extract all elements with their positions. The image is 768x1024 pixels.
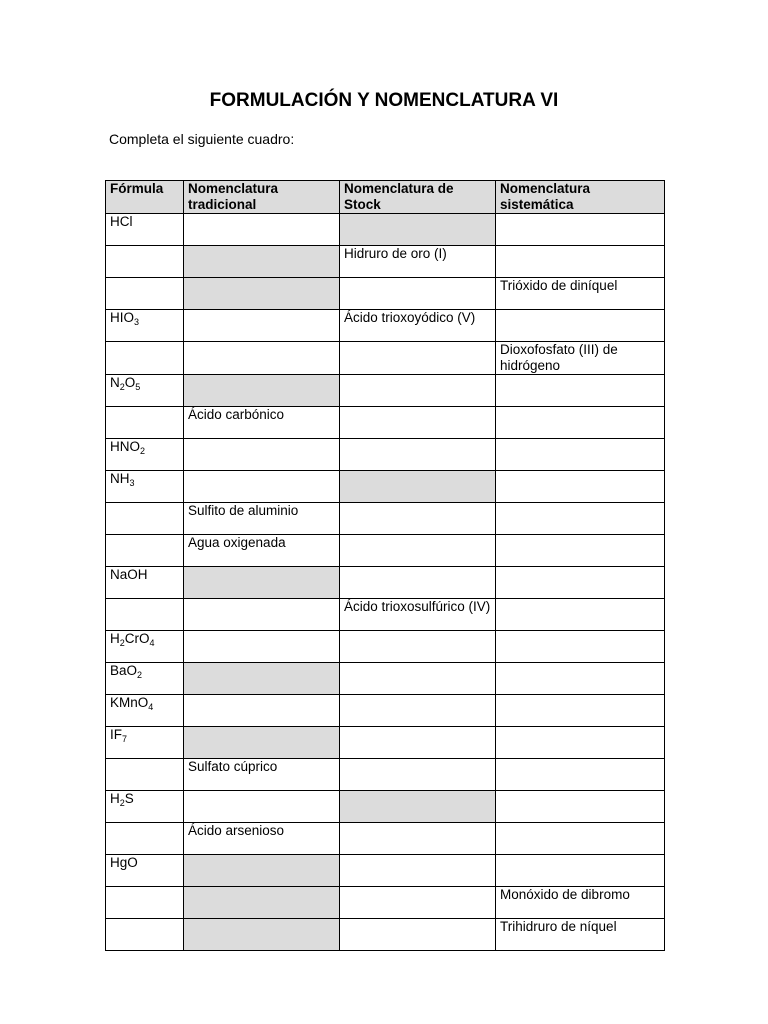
- table-row: [106, 919, 665, 951]
- cell-stock[interactable]: [340, 887, 496, 919]
- cell-tradicional[interactable]: [184, 919, 340, 951]
- formula-text: NaOH: [110, 567, 148, 582]
- cell-stock[interactable]: [340, 919, 496, 951]
- formula-text: CrO: [124, 631, 150, 646]
- cell-sistematica[interactable]: [496, 855, 665, 887]
- formula-subscript: 2: [119, 638, 125, 648]
- table-row: [106, 663, 665, 695]
- formula-text: HCl: [110, 214, 133, 229]
- table-row: [106, 310, 665, 342]
- cell-sistematica[interactable]: [496, 503, 665, 535]
- table-row: [106, 439, 665, 471]
- cell-sistematica[interactable]: [496, 567, 665, 599]
- cell-formula[interactable]: [106, 855, 184, 887]
- cell-sistematica[interactable]: [496, 310, 665, 342]
- cell-stock[interactable]: [340, 503, 496, 535]
- formula-text: NH: [110, 471, 130, 486]
- cell-stock[interactable]: [340, 214, 496, 246]
- table-row: [106, 823, 665, 855]
- cell-sistematica[interactable]: [496, 439, 665, 471]
- cell-stock[interactable]: [340, 407, 496, 439]
- formula-subscript: 4: [148, 702, 154, 712]
- table-row: [106, 375, 665, 407]
- table-row: [106, 342, 665, 375]
- cell-tradicional[interactable]: [184, 567, 340, 599]
- table-row: [106, 407, 665, 439]
- table-row: [106, 599, 665, 631]
- table-row: [106, 887, 665, 919]
- cell-sistematica[interactable]: Dioxofosfato (III) de hidrógeno: [496, 342, 665, 375]
- cell-stock[interactable]: [340, 695, 496, 727]
- cell-formula[interactable]: [106, 919, 184, 951]
- instruction-text: Completa el siguiente cuadro:: [109, 131, 295, 147]
- cell-tradicional[interactable]: Ácido carbónico: [184, 407, 340, 439]
- cell-formula[interactable]: [106, 791, 184, 823]
- cell-sistematica[interactable]: [496, 214, 665, 246]
- table-row: [106, 503, 665, 535]
- formula-text: S: [124, 791, 134, 806]
- cell-formula[interactable]: [106, 439, 184, 471]
- cell-stock[interactable]: [340, 663, 496, 695]
- cell-sistematica[interactable]: [496, 759, 665, 791]
- cell-stock[interactable]: [340, 791, 496, 823]
- header-sistematica: Nomenclatura sistemática: [496, 181, 665, 214]
- formula-text: KMnO: [110, 695, 149, 710]
- cell-formula[interactable]: [106, 727, 184, 759]
- cell-formula[interactable]: [106, 759, 184, 791]
- cell-stock[interactable]: Ácido trioxoyódico (V): [340, 310, 496, 342]
- cell-stock[interactable]: [340, 375, 496, 407]
- cell-tradicional[interactable]: [184, 887, 340, 919]
- formula-text: O: [124, 375, 136, 390]
- cell-formula[interactable]: [106, 278, 184, 310]
- table-row: [106, 246, 665, 278]
- page-title: FORMULACIÓN Y NOMENCLATURA VI: [209, 90, 559, 111]
- cell-sistematica[interactable]: [496, 535, 665, 567]
- nomenclature-table: [105, 180, 665, 951]
- formula-text: HgO: [110, 855, 138, 870]
- cell-tradicional[interactable]: [184, 855, 340, 887]
- cell-stock[interactable]: [340, 567, 496, 599]
- cell-stock[interactable]: Ácido trioxosulfúrico (IV): [340, 599, 496, 631]
- formula-text: H: [110, 631, 120, 646]
- formula-text: N: [110, 375, 120, 390]
- formula-subscript: 2: [119, 382, 125, 392]
- cell-tradicional[interactable]: Ácido arsenioso: [184, 823, 340, 855]
- cell-sistematica[interactable]: [496, 631, 665, 663]
- cell-tradicional[interactable]: [184, 375, 340, 407]
- formula-subscript: 2: [140, 446, 146, 456]
- cell-sistematica[interactable]: [496, 695, 665, 727]
- cell-formula[interactable]: [106, 310, 184, 342]
- cell-formula[interactable]: [106, 695, 184, 727]
- cell-sistematica[interactable]: [496, 375, 665, 407]
- table-header-row: [106, 181, 665, 214]
- cell-tradicional[interactable]: [184, 631, 340, 663]
- header-tradicional: Nomenclatura tradicional: [184, 181, 340, 214]
- cell-formula[interactable]: [106, 631, 184, 663]
- cell-stock[interactable]: [340, 342, 496, 375]
- table-row: [106, 471, 665, 503]
- cell-sistematica[interactable]: [496, 246, 665, 278]
- cell-sistematica[interactable]: [496, 471, 665, 503]
- formula-text: BaO: [110, 663, 138, 678]
- cell-stock[interactable]: [340, 439, 496, 471]
- cell-formula[interactable]: [106, 887, 184, 919]
- cell-tradicional[interactable]: [184, 599, 340, 631]
- cell-tradicional[interactable]: [184, 246, 340, 278]
- cell-tradicional[interactable]: Agua oxigenada: [184, 535, 340, 567]
- cell-formula[interactable]: [106, 663, 184, 695]
- cell-formula[interactable]: [106, 471, 184, 503]
- cell-stock[interactable]: [340, 631, 496, 663]
- cell-tradicional[interactable]: [184, 791, 340, 823]
- table-row: [106, 791, 665, 823]
- formula-subscript: 3: [129, 478, 135, 488]
- cell-tradicional[interactable]: [184, 471, 340, 503]
- cell-tradicional[interactable]: Sulfato cúprico: [184, 759, 340, 791]
- table-body: [106, 214, 665, 951]
- table-row: [106, 855, 665, 887]
- cell-sistematica[interactable]: [496, 407, 665, 439]
- cell-tradicional[interactable]: [184, 695, 340, 727]
- formula-text: HNO: [110, 439, 140, 454]
- cell-tradicional[interactable]: [184, 439, 340, 471]
- cell-formula[interactable]: [106, 567, 184, 599]
- cell-tradicional[interactable]: [184, 342, 340, 375]
- header-formula: Fórmula: [106, 181, 184, 214]
- cell-tradicional[interactable]: Sulfito de aluminio: [184, 503, 340, 535]
- cell-stock[interactable]: [340, 759, 496, 791]
- cell-tradicional[interactable]: [184, 278, 340, 310]
- cell-formula[interactable]: [106, 246, 184, 278]
- cell-stock[interactable]: [340, 471, 496, 503]
- cell-stock[interactable]: [340, 535, 496, 567]
- cell-formula[interactable]: [106, 599, 184, 631]
- cell-stock[interactable]: Hidruro de oro (I): [340, 246, 496, 278]
- cell-formula[interactable]: [106, 214, 184, 246]
- table-row: [106, 759, 665, 791]
- table-row: [106, 567, 665, 599]
- cell-sistematica[interactable]: [496, 727, 665, 759]
- cell-sistematica[interactable]: Trihidruro de níquel: [496, 919, 665, 951]
- cell-tradicional[interactable]: [184, 663, 340, 695]
- cell-sistematica[interactable]: [496, 599, 665, 631]
- cell-tradicional[interactable]: [184, 727, 340, 759]
- table-row: [106, 631, 665, 663]
- cell-sistematica[interactable]: [496, 663, 665, 695]
- cell-stock[interactable]: [340, 823, 496, 855]
- cell-stock[interactable]: [340, 727, 496, 759]
- formula-subscript: 3: [134, 317, 140, 327]
- formula-text: HIO: [110, 310, 135, 325]
- cell-sistematica[interactable]: [496, 791, 665, 823]
- formula-subscript: 2: [119, 798, 125, 808]
- cell-sistematica[interactable]: [496, 823, 665, 855]
- formula-subscript: 2: [137, 670, 143, 680]
- cell-formula[interactable]: [106, 535, 184, 567]
- cell-stock[interactable]: [340, 278, 496, 310]
- formula-text: IF: [110, 727, 122, 742]
- cell-tradicional[interactable]: [184, 310, 340, 342]
- table-row: [106, 695, 665, 727]
- table-row: [106, 214, 665, 246]
- cell-formula[interactable]: [106, 503, 184, 535]
- cell-sistematica[interactable]: Monóxido de dibromo: [496, 887, 665, 919]
- table-row: [106, 278, 665, 310]
- cell-formula[interactable]: [106, 375, 184, 407]
- cell-sistematica[interactable]: Trióxido de diníquel: [496, 278, 665, 310]
- table-row: [106, 727, 665, 759]
- table-row: [106, 535, 665, 567]
- cell-stock[interactable]: [340, 855, 496, 887]
- cell-tradicional[interactable]: [184, 214, 340, 246]
- formula-subscript: 4: [149, 638, 155, 648]
- formula-subscript: 5: [135, 382, 141, 392]
- formula-subscript: 7: [122, 734, 128, 744]
- formula-text: H: [110, 791, 120, 806]
- cell-formula[interactable]: [106, 342, 184, 375]
- cell-formula[interactable]: [106, 407, 184, 439]
- cell-formula[interactable]: [106, 823, 184, 855]
- header-stock: Nomenclatura de Stock: [340, 181, 496, 214]
